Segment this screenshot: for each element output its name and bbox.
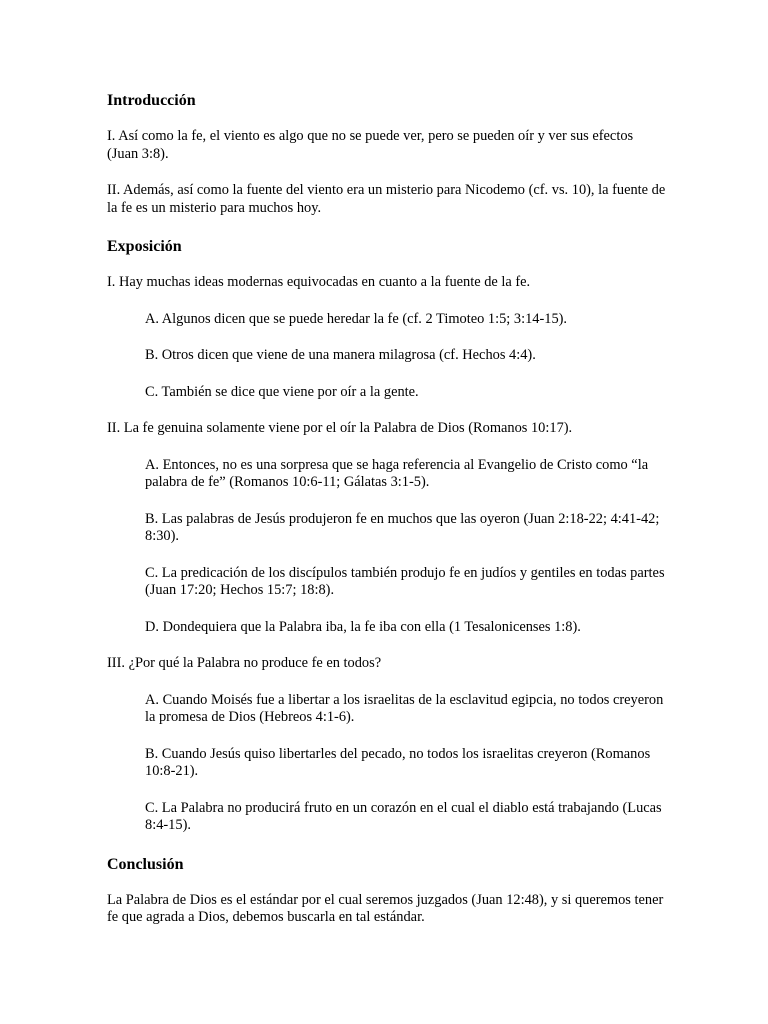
heading-introduccion: Introducción: [107, 92, 196, 109]
intro-point-1: I. Así como la fe, el viento es algo que no se puede ver, pero se pueden oír y ver sus efectos (Juan 3:8).: [107, 128, 634, 162]
exposicion-point-2d: D. Dondequiera que la Palabra iba, la fe iba con ella (1 Tesalonicenses 1:8).: [145, 618, 581, 635]
exposicion-point-2c: C. La predicación de los discípulos también produjo fe en judíos y gentiles en todas partes (Juan 17:20; Hechos 15:7; 18:8).: [145, 564, 665, 598]
exposicion-point-3c: C. La Palabra no producirá fruto en un corazón en el cual el diablo está trabajando (Lucas 8:4-15).: [145, 799, 662, 833]
exposicion-point-3a: A. Cuando Moisés fue a libertar a los israelitas de la esclavitud egipcia, no todos creyeron la promesa de Dios (Hebreos 4:1-6).: [145, 691, 664, 725]
document-page: [107, 90, 667, 927]
exposicion-point-2b: B. Las palabras de Jesús produjeron fe en muchos que las oyeron (Juan 2:18-22; 4:41-42; 8:30).: [145, 510, 660, 544]
intro-point-2: II. Además, así como la fuente del viento era un misterio para Nicodemo (cf. vs. 10), la fuente de la fe es un misterio para muchos hoy.: [107, 182, 666, 216]
heading-conclusion: Conclusión: [107, 855, 184, 873]
exposicion-point-2a: A. Entonces, no es una sorpresa que se haga referencia al Evangelio de Cristo como “la palabra de fe” (Romanos 10:6-11; Gálatas 3:1-5).: [145, 456, 649, 490]
exposicion-point-1: I. Hay muchas ideas modernas equivocadas en cuanto a la fuente de la fe.: [107, 274, 531, 290]
exposicion-point-2: II. La fe genuina solamente viene por el oír la Palabra de Dios (Romanos 10:17).: [107, 420, 573, 436]
exposicion-point-3b: B. Cuando Jesús quiso libertarles del pecado, no todos los israelitas creyeron (Romanos 10:8-21).: [145, 745, 651, 779]
heading-exposicion: Exposición: [107, 238, 182, 255]
exposicion-point-1a: A. Algunos dicen que se puede heredar la fe (cf. 2 Timoteo 1:5; 3:14-15).: [145, 310, 568, 327]
exposicion-point-3: III. ¿Por qué la Palabra no produce fe en todos?: [107, 655, 382, 671]
conclusion-paragraph: La Palabra de Dios es el estándar por el cual seremos juzgados (Juan 12:48), y si queremos tener fe que agrada a Dios, debemos buscarla en tal estándar.: [107, 891, 664, 925]
exposicion-point-1c: C. También se dice que viene por oír a la gente.: [145, 383, 419, 400]
exposicion-point-1b: B. Otros dicen que viene de una manera milagrosa (cf. Hechos 4:4).: [145, 347, 536, 363]
